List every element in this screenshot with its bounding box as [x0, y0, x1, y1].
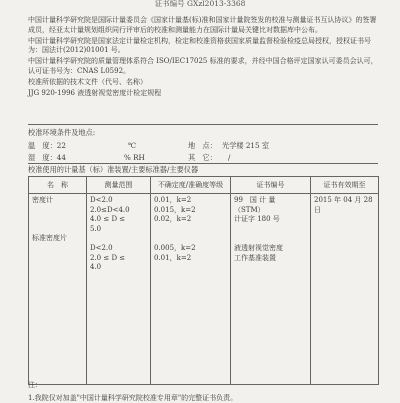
cell-name: [29, 194, 87, 385]
cert-line-3: 计证字 180 号: [234, 215, 280, 224]
other-label: 其 它：: [188, 153, 217, 162]
cell-valid-until: [311, 194, 379, 385]
header-valid-until: 证书有效期至: [311, 177, 379, 194]
range-5: 2.0 ≤ D ≤: [90, 253, 126, 262]
conditions-title: 校准环境条件及地点:: [28, 128, 96, 137]
table-header-row: [29, 177, 379, 194]
header-uncertainty: 不确定度/准确度等级: [151, 177, 231, 194]
place-value: 光学楼 215 室: [222, 141, 270, 150]
standards-title: 校准使用的计量基（标）准装置/主要标准器/主要仪器: [28, 165, 199, 174]
header-name: 名 称: [29, 177, 87, 194]
range-1: D<2.0: [90, 196, 113, 204]
intro-section: [28, 16, 378, 99]
note-line-1: 1.我院仅对加盖"中国计量科学研究院校准专用章"的完整证书负责。: [28, 394, 238, 402]
intro-paragraph-5: JJG 920-1996 液透射视觉密度计检定规程: [28, 88, 162, 97]
certificate-number: 证书编号 GXzl2013-3368: [154, 0, 246, 8]
range-4: D<2.0: [90, 243, 113, 252]
cell-range: [87, 194, 151, 385]
humidity-label: 湿 度：44: [28, 153, 66, 162]
intro-paragraph-4: 校准所依据的技术文件（代号、名称）: [28, 77, 147, 86]
divider-middle: [28, 163, 378, 164]
other-value: /: [228, 153, 231, 162]
note-label: 注：: [28, 381, 42, 389]
cert-line-4: 液透射视觉密度: [234, 243, 283, 252]
cell-uncertainty: [151, 194, 231, 385]
range-5-cont: 4.0: [90, 263, 102, 272]
cert-line-2: （STM）: [234, 205, 265, 214]
intro-paragraph-2: 中国计量科学研究院是国家法定计量检定机构，检定和校准资格获国家质量监督检验检疫总局授权，授权证书号为：国法计(2012)01001 号。: [28, 36, 371, 55]
temperature-label: 温 度：22: [28, 141, 66, 150]
uncertainty-3: 0.02，k=2: [154, 215, 192, 224]
uncertainty-2: 0.015，k=2: [154, 205, 196, 214]
range-3: 4.0 ≤ D ≤: [90, 215, 126, 224]
header-range: 测量范围: [87, 177, 151, 194]
item-densitometer: 密度计: [32, 196, 53, 204]
cert-line-5: 工作基准装置: [234, 253, 276, 262]
standards-table: [28, 176, 379, 385]
cert-line-1: 99 国 计 量: [234, 196, 276, 204]
uncertainty-5: 0.01，k=2: [154, 253, 192, 262]
divider-top: [28, 124, 378, 125]
humidity-unit: % RH: [124, 153, 145, 162]
item-density-plate: 标准密度片: [32, 234, 67, 243]
header-cert-no: 证书编号: [231, 177, 311, 194]
place-label: 地 点：: [188, 141, 217, 150]
intro-paragraph-3: 中国计量科学研究院的质量管理体系符合 ISO/IEC17025 标准的要求，并经中国合格评定国家认可委员会认可，认可证书号为：CNAS L0592。: [28, 57, 378, 75]
intro-paragraph-1: 中国计量科学研究院是国际计量委员会《国家计量基(标)准和国家计量院签发的校准与测量证书互认协议》的签署成员，经亚太计量规划组织同行评审后的校准和测量能力在国际计量局关键比对数据库中公布。: [28, 16, 377, 34]
table-row: [29, 194, 379, 385]
uncertainty-4: 0.005，k=2: [154, 243, 196, 252]
cell-cert-no: [231, 194, 311, 385]
valid-date: 2015 年 04 月 28 日: [314, 196, 373, 214]
temperature-unit: ℃: [128, 141, 137, 150]
range-2: 2.0≤D<4.0: [90, 205, 130, 214]
uncertainty-1: 0.01，k=2: [154, 196, 192, 204]
range-3-cont: 5.0: [90, 224, 102, 233]
